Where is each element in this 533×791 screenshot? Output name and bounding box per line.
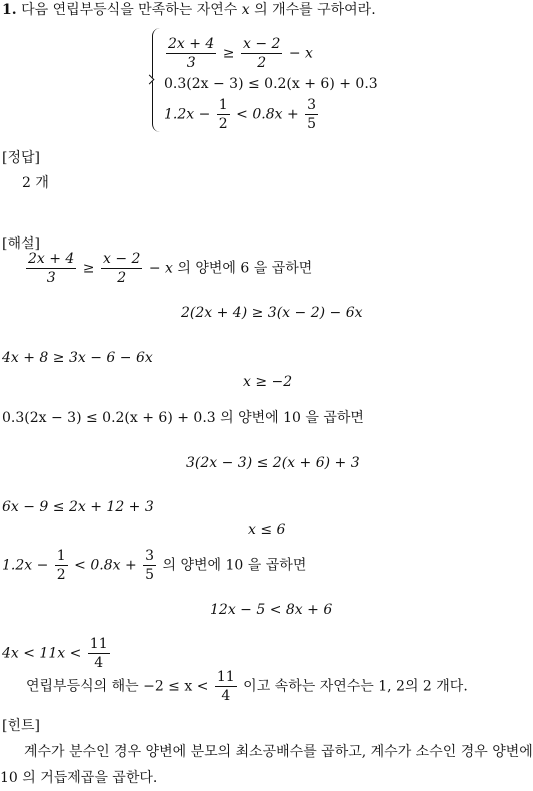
solution-line4: 3(2x − 3) ≤ 2(x + 6) + 3 [186,455,360,471]
system-eq1: $\frac{2x + 4}{3}$ ≥ $\frac{x - 2}{2}$ − x [168,36,313,72]
fraction: $\frac{2x + 4}{3}$ [28,251,75,287]
problem-text-tail: 의 개수를 구하여라. [254,2,376,18]
problem-text: 다음 연립부등식을 만족하는 자연수 [21,2,238,18]
solution-line1: 2(2x + 4) ≥ 3(x − 2) − 6x [181,305,363,321]
fraction: $\frac{3}{5}$ [307,97,317,133]
hint-text: 계수가 분수인 경우 양변에 분모의 최소공배수를 곱하고, 계수가 소수인 경우 양변에 10 의 거듭제곱을 곱한다. [0,744,533,786]
solution-step2: 0.3(2x − 3) ≤ 0.2(x + 6) + 0.3 의 양변에 10 을 곱하면 [2,410,364,426]
solution-conclusion: 연립부등식의 해는 −2 ≤ x < $\frac{11}{4}$ 이고 속하는 자연수는 1, 2의 2 개다. [26,669,468,705]
problem-statement [2,3,376,17]
fraction: $\frac{1}{2}$ [56,548,66,584]
fraction: $\frac{1}{2}$ [218,97,228,133]
solution-line7: 12x − 5 < 8x + 6 [210,602,333,618]
answer-label: [정답] [2,150,40,166]
solution-line6: x ≤ 6 [248,522,286,538]
system-eq3: 1.2x − $\frac{1}{2}$ < 0.8x + $\frac{3}{5}$ [164,97,317,133]
solution-step3: 1.2x − $\frac{1}{2}$ < 0.8x + $\frac{3}{5}$ 의 양변에 10 을 곱하면 [2,548,307,584]
fraction: $\frac{11}{4}$ [89,636,108,672]
problem-var: x [241,2,250,18]
fraction: $\frac{3}{5}$ [145,548,155,584]
fraction: $\frac{x - 2}{2}$ [102,251,141,287]
fraction: $\frac{2x + 4}{3}$ [168,36,215,72]
solution-step1: $\frac{2x + 4}{3}$ ≥ $\frac{x - 2}{2}$ − x 의 양변에 6 을 곱하면 [28,251,313,287]
fraction: $\frac{x - 2}{2}$ [242,36,281,72]
solution-line5: 6x − 9 ≤ 2x + 12 + 3 [2,499,154,515]
solution-line2: 4x + 8 ≥ 3x − 6 − 6x [2,350,153,366]
solution-line3: x ≥ −2 [243,374,293,390]
solution-line8: 4x < 11x < $\frac{11}{4}$ [2,636,108,672]
problem-number: 1. [2,2,17,18]
hint-label: [힌트] [2,718,40,734]
solution-label: [해설] [2,236,40,252]
answer-value: 2 개 [22,175,49,191]
system-brace [152,28,162,132]
system-eq2: 0.3(2x − 3) ≤ 0.2(x + 6) + 0.3 [164,76,378,92]
fraction: $\frac{11}{4}$ [216,669,235,705]
